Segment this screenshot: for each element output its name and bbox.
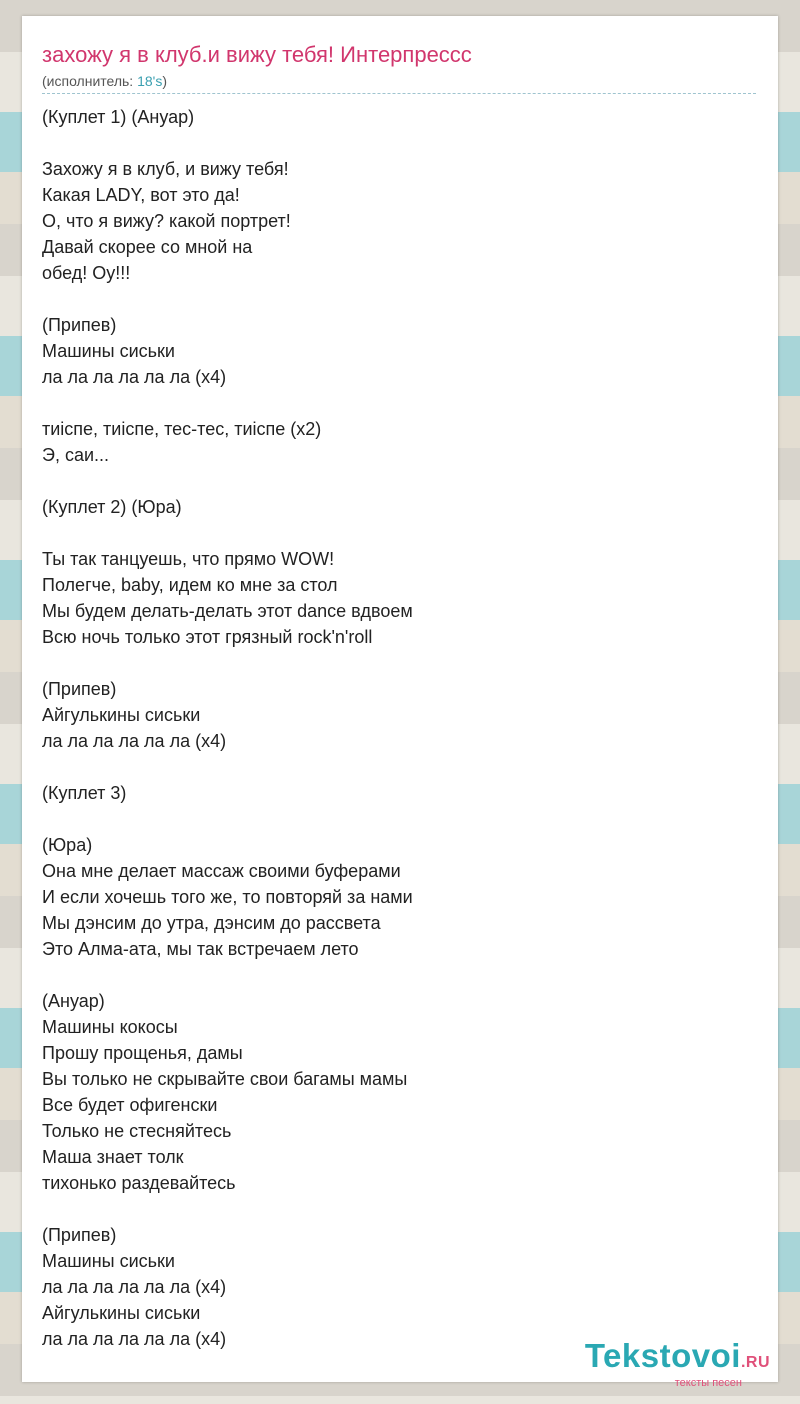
logo-name: Tekstovoi [584,1337,741,1374]
site-logo[interactable] [585,1338,770,1389]
byline-prefix: (исполнитель: [42,73,138,89]
byline-suffix: ) [162,73,168,89]
title-divider [42,93,756,94]
song-title: захожу я в клуб.и вижу тебя! Интерпресcс [42,42,472,67]
lyrics-text: (Куплет 1) (Ануар) Захожу я в клуб, и вижу тебя! Какая LADY, вот это да! О, что я вижу? какой портрет! Давай скорее со мной на обед! Оу!!! (Припев) Машины сиськи ла ла ла ла ла ла (х4) тиіспе, тиіспе, тес-тес, тиіспе (х2) Э, саи... (Куплет 2) (Юра) Ты так танцуешь, что прямо WOW! Полегче, baby, идем ко мне за стол Мы будем делать-делать этот dance вдвоем Всю ночь только этот грязный rock'n'roll (Припев) Айгулькины сиськи ла ла ла ла ла ла (х4) (Куплет 3) (Юра) Она мне делает массаж своими буферами И если хочешь того же, то повторяй за нами Мы дэнсим до утра, дэнсим до рассвета Это Алма-ата, мы так встречаем лето (Ануар) Машины кокосы Прошу прощенья, дамы Вы только не скрывайте свои багамы мамы Все будет офигенски Только не стесняйтесь Маша знает толк тихонько раздевайтесь (Припев) Машины сиськи ла ла ла ла ла ла (х4) Айгулькины сиськи ла ла ла ла ла ла (х4) [42,107,413,1349]
artist-link[interactable]: 18's [137,73,163,89]
lyrics-card [22,16,778,1382]
artist-byline [42,73,167,89]
logo-wordmark [585,1338,770,1381]
logo-tld: .RU [740,1354,770,1371]
logo-tagline: тексты песен [674,1377,742,1389]
